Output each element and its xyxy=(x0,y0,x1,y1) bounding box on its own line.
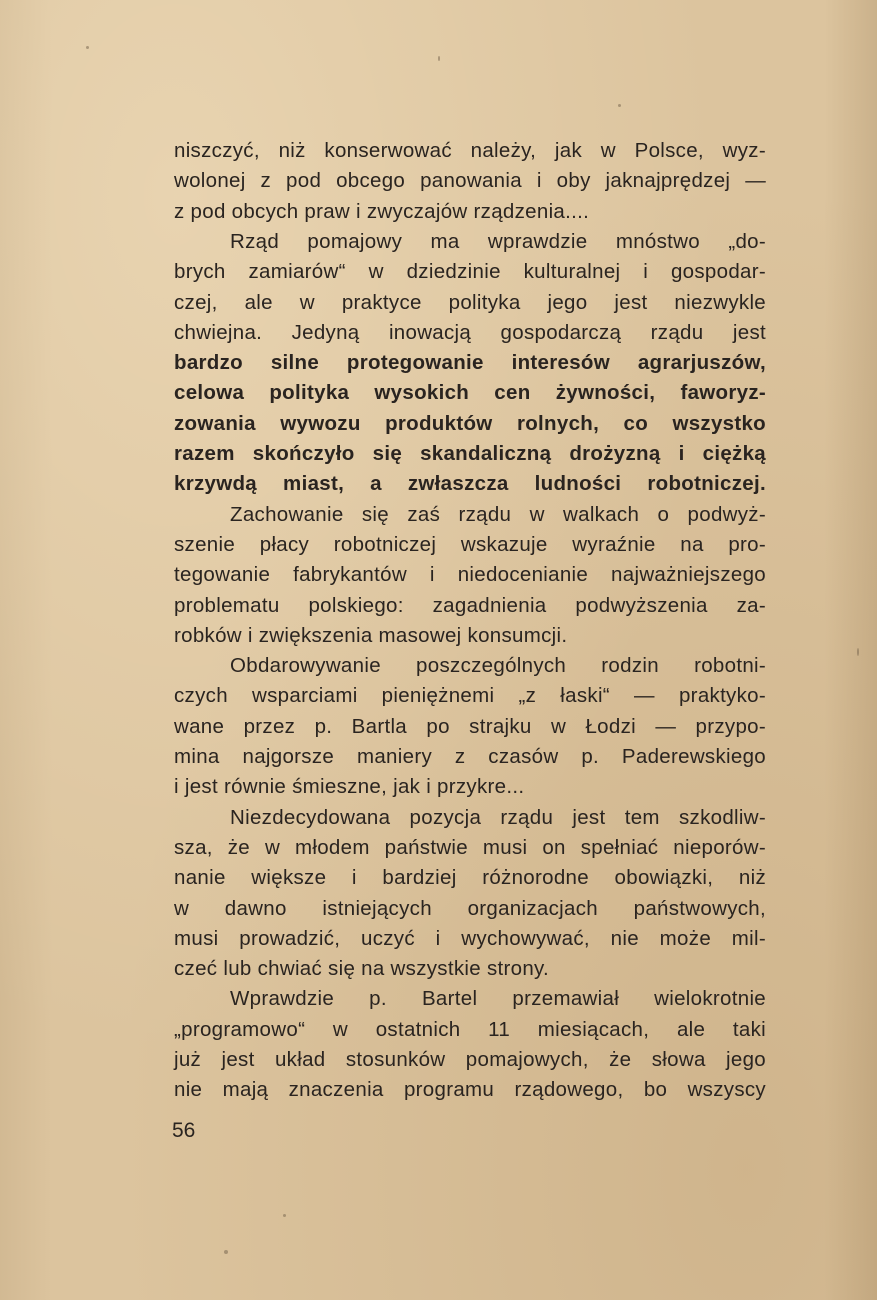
paper-speck xyxy=(618,104,621,107)
paper-speck xyxy=(857,648,859,656)
text-line: w dawno istniejących organizacjach państwowych, xyxy=(174,896,766,920)
text-line: czych wsparciami pieniężnemi „z łaski“ — praktyko- xyxy=(174,684,766,708)
paper-speck xyxy=(86,46,89,49)
paper-speck xyxy=(224,1250,228,1254)
text-line: nie mają znaczenia programu rządowego, bo wszyscy xyxy=(174,1078,766,1102)
text-line: sza, że w młodem państwie musi on spełniać nieporów- xyxy=(174,835,766,859)
text-line: niszczyć, niż konserwować należy, jak w Polsce, wyz- xyxy=(174,139,766,162)
text-line: z pod obcych praw i zwyczajów rządzenia.... xyxy=(174,199,590,223)
text-line: „programowo“ w ostatnich 11 miesiącach, ale taki xyxy=(174,1017,766,1041)
text-line: krzywdą miast, a zwłaszcza ludności robotniczej. xyxy=(174,472,766,496)
text-line: nanie większe i bardziej różnorodne obowiązki, niż xyxy=(174,866,766,890)
text-line: Zachowanie się zaś rządu w walkach o podwyż- xyxy=(230,502,766,526)
text-line: problematu polskiego: zagadnienia podwyższenia za- xyxy=(174,593,766,617)
text-line: Wprawdzie p. Bartel przemawiał wielokrotnie xyxy=(230,987,766,1011)
text-line: wolonej z pod obcego panowania i oby jaknajprędzej — xyxy=(174,169,766,193)
text-line: chwiejna. Jedyną inowacją gospodarczą rządu jest xyxy=(174,320,766,344)
text-line: Obdarowywanie poszczególnych rodzin robotni- xyxy=(230,654,766,678)
text-line: już jest układ stosunków pomajowych, że słowa jego xyxy=(174,1048,766,1071)
text-line: tegowanie fabrykantów i niedocenianie najważniejszego xyxy=(174,563,766,587)
text-line: celowa polityka wysokich cen żywności, faworyz- xyxy=(174,381,766,405)
paper-speck xyxy=(438,56,440,61)
text-line: robków i zwiększenia masowej konsumcji. xyxy=(174,623,568,647)
text-line: wane przez p. Bartla po strajku w Łodzi — przypo- xyxy=(174,714,766,738)
text-line: Rząd pomajowy ma wprawdzie mnóstwo „do- xyxy=(230,229,766,253)
text-line: zowania wywozu produktów rolnych, co wszystko xyxy=(174,411,766,435)
text-line: bardzo silne protegowanie interesów agrarjuszów, xyxy=(174,351,766,375)
page-number: 56 xyxy=(172,1119,196,1142)
paper-speck xyxy=(283,1214,286,1217)
text-line: i jest równie śmieszne, jak i przykre... xyxy=(174,775,525,799)
text-line: Niezdecydowana pozycja rządu jest tem szkodliw- xyxy=(230,805,766,829)
text-line: szenie płacy robotniczej wskazuje wyraźnie na pro- xyxy=(174,532,766,556)
text-line: czej, ale w praktyce polityka jego jest niezwykle xyxy=(174,290,766,314)
text-line: brych zamiarów“ w dziedzinie kulturalnej i gospodar- xyxy=(174,260,766,284)
text-line: musi prowadzić, uczyć i wychowywać, nie może mil- xyxy=(174,926,766,950)
text-line: mina najgorsze maniery z czasów p. Paderewskiego xyxy=(174,745,766,768)
text-line: razem skończyło się skandaliczną drożyzną i ciężką xyxy=(174,442,766,465)
text-line: czeć lub chwiać się na wszystkie strony. xyxy=(174,957,550,981)
